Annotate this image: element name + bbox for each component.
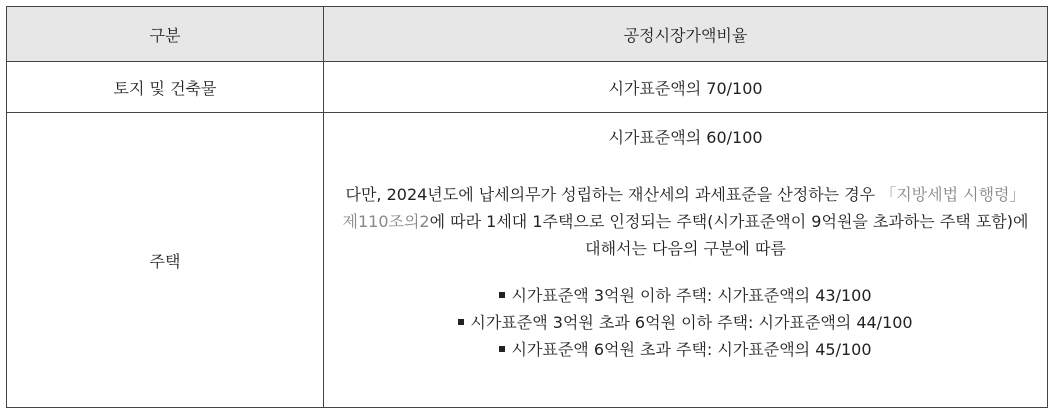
square-bullet-icon xyxy=(499,292,505,298)
proviso-law-reference: 「지방세법 시행령」 제110조의2 xyxy=(342,185,1026,231)
proviso-text-after: 에 따라 1세대 1주택으로 인정되는 주택(시가표준액이 9억원을 초과하는 주택 포함)에 대해서는 다음의 구분에 따름 xyxy=(429,212,1029,258)
table-row-housing xyxy=(7,113,1048,408)
housing-proviso xyxy=(336,181,1035,262)
header-category: 구분 xyxy=(7,7,324,62)
proviso-text-before: 다만, 2024년도에 납세의무가 성립하는 재산세의 과세표준을 산정하는 경우 xyxy=(345,185,881,204)
square-bullet-icon xyxy=(458,319,464,325)
list-item xyxy=(336,309,1035,336)
table-row-land xyxy=(7,62,1048,113)
housing-ratio-cell xyxy=(324,113,1048,408)
tier-text: 시가표준액 3억원 이하 주택: 시가표준액의 43/100 xyxy=(511,286,872,305)
land-category-cell: 토지 및 건축물 xyxy=(7,62,324,113)
tier-text: 시가표준액 3억원 초과 6억원 이하 주택: 시가표준액의 44/100 xyxy=(470,313,913,332)
housing-category-cell: 주택 xyxy=(7,113,324,408)
list-item xyxy=(336,282,1035,309)
housing-base-ratio: 시가표준액의 60/100 xyxy=(608,128,763,147)
housing-tier-list xyxy=(336,282,1035,363)
list-item xyxy=(336,336,1035,363)
square-bullet-icon xyxy=(499,346,505,352)
header-ratio: 공정시장가액비율 xyxy=(324,7,1048,62)
tier-text: 시가표준액 6억원 초과 주택: 시가표준액의 45/100 xyxy=(511,340,872,359)
header-row xyxy=(7,7,1048,62)
land-ratio-cell: 시가표준액의 70/100 xyxy=(324,62,1048,113)
fair-market-value-ratio-table xyxy=(6,6,1048,408)
fair-market-value-ratio-table-container xyxy=(6,6,1048,408)
